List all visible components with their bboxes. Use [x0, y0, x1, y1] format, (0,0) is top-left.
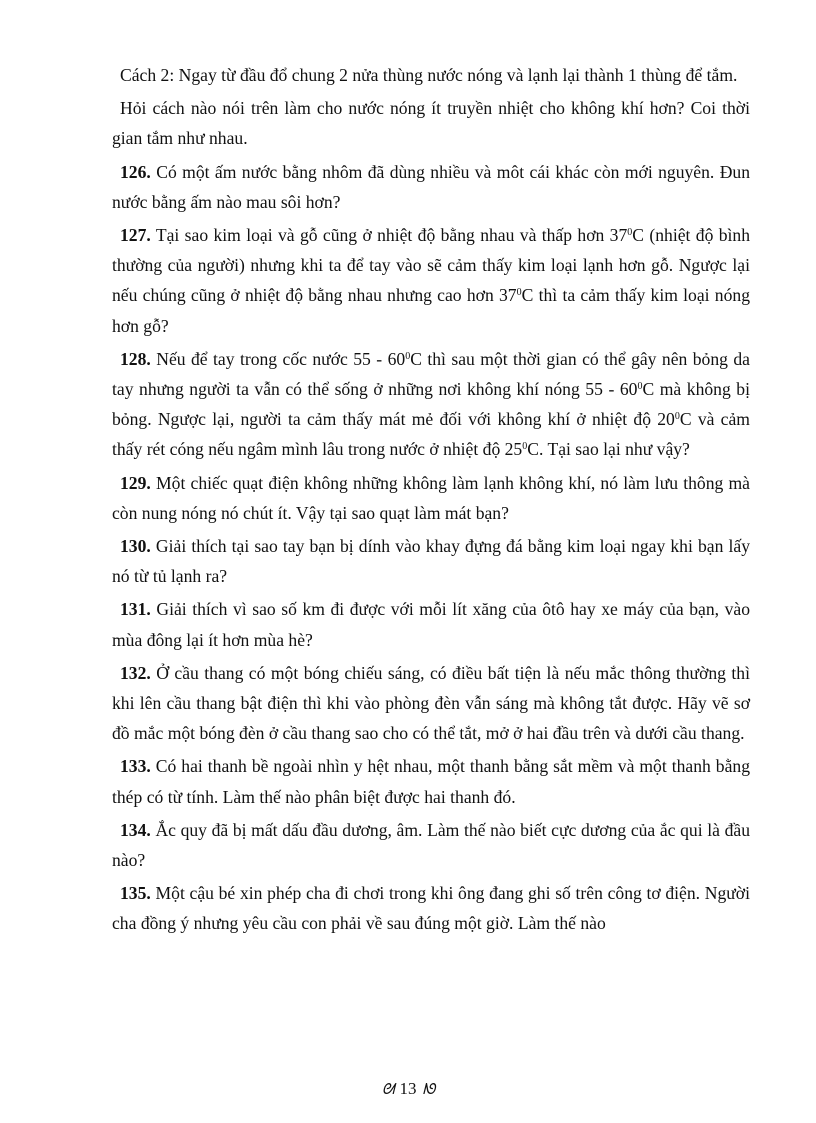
question-number: 126. — [120, 161, 151, 182]
paragraph-text: Ắc quy đã bị mất dấu đầu dương, âm. Làm thế nào biết cực dương của ắc qui là đầu nào? — [112, 819, 750, 871]
paragraph-text: Có hai thanh bề ngoài nhìn y hệt nhau, một thanh bằng sắt mềm và một thanh bằng thép có từ tính. Làm thế nào phân biệt được hai thanh đó. — [112, 756, 750, 807]
paragraph-text: Giải thích vì sao số km đi được với mỗi lít xăng của ôtô hay xe máy của bạn, vào mùa đông lại ít hơn mùa hè? — [112, 599, 750, 650]
footer-ornament-left: ᘛ — [381, 1082, 394, 1098]
paragraph — [112, 815, 750, 875]
page-footer — [0, 1077, 816, 1102]
paragraph — [112, 594, 750, 654]
question-number: 132. — [120, 662, 151, 683]
paragraph — [112, 344, 750, 465]
question-number: 128. — [120, 348, 151, 369]
question-number: 134. — [120, 819, 151, 840]
question-number: 135. — [120, 883, 151, 904]
paragraph-text: Ở cầu thang có một bóng chiếu sáng, có điều bất tiện là nếu mắc thông thường thì khi lên cầu thang bật điện thì khi vào phòng đèn vẫn sáng mà không tắt được. Hãy vẽ sơ đồ mắc một bóng đèn ở cầu thang sao cho có thể tắt, mở ở hai đầu trên và dưới cầu thang. — [112, 662, 750, 744]
paragraph-text: Cách 2: Ngay từ đầu đổ chung 2 nửa thùng nước nóng và lạnh lại thành 1 thùng để tắm. — [120, 65, 738, 85]
paragraph — [112, 93, 750, 153]
question-number: 127. — [120, 225, 151, 246]
paragraph-text: Một cậu bé xin phép cha đi chơi trong khi ông đang ghi số trên công tơ điện. Người cha đồng ý nhưng yêu cầu con phải về sau đúng một giờ. Làm thế nào — [112, 883, 750, 934]
page-body — [112, 60, 750, 942]
page-number: 13 — [399, 1079, 417, 1098]
paragraph-text: Nếu để tay trong cốc nước $55 - 60^0C$ thì sau một thời gian có thể gây nên bỏng da tay nhưng người ta vẫn có thể sống ở những nơi không khí nóng $55 - 60^0C$ mà không bị bỏng. Ngược lại, người ta cảm thấy mát mẻ đối với không khí ở nhiệt độ $20^0C$ và cảm thấy rét cóng nếu ngâm mình lâu trong nước ở nhiệt độ $25^0C$. Tại sao lại như vậy? — [112, 348, 750, 460]
question-number: 131. — [120, 599, 151, 620]
paragraph — [112, 751, 750, 811]
paragraph-text: Hỏi cách nào nói trên làm cho nước nóng ít truyền nhiệt cho không khí hơn? Coi thời gian tắm như nhau. — [112, 98, 750, 149]
paragraph-text: Giải thích tại sao tay bạn bị dính vào khay đựng đá bằng kim loại ngay khi bạn lấy nó từ tủ lạnh ra? — [112, 536, 750, 587]
paragraph — [112, 878, 750, 938]
paragraph — [112, 658, 750, 749]
question-number: 130. — [120, 536, 151, 557]
footer-ornament-right: ᘚ — [422, 1082, 435, 1098]
question-number: 133. — [120, 756, 151, 777]
paragraph — [112, 157, 750, 217]
paragraph-text: Một chiếc quạt điện không những không làm lạnh không khí, nó làm lưu thông mà còn nung nóng nó chút ít. Vậy tại sao quạt làm mát bạn? — [112, 472, 750, 523]
question-number: 129. — [120, 472, 151, 493]
paragraph-list — [112, 60, 750, 939]
paragraph — [112, 60, 750, 90]
paragraph — [112, 468, 750, 528]
paragraph-text: Tại sao kim loại và gỗ cũng ở nhiệt độ bằng nhau và thấp hơn $37^0C$ (nhiệt độ bình thường của người) nhưng khi ta để tay vào sẽ cảm thấy kim loại lạnh hơn gỗ. Ngược lại nếu chúng cũng ở nhiệt độ bằng nhau nhưng cao hơn $37^0C$ thì ta cảm thấy kim loại nóng hơn gỗ? — [112, 225, 751, 336]
paragraph — [112, 531, 750, 591]
paragraph — [112, 220, 750, 341]
paragraph-text: Có một ấm nước bằng nhôm đã dùng nhiều và môt cái khác còn mới nguyên. Đun nước bằng ấm nào mau sôi hơn? — [112, 161, 750, 212]
